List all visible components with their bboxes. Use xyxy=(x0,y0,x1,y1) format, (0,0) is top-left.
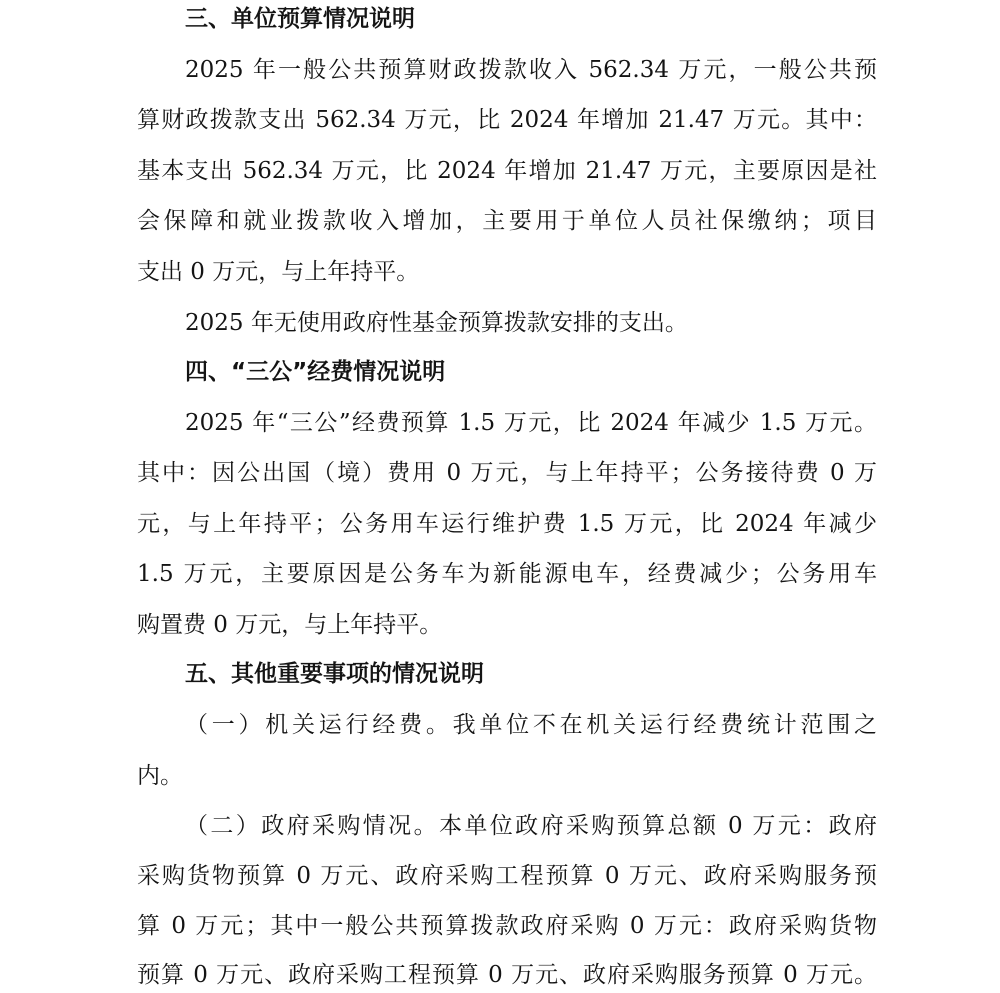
paragraph-line: （二）政府采购情况。本单位政府采购预算总额 0 万元：政府 xyxy=(185,813,877,839)
paragraph-line: 2025 年无使用政府性基金预算拨款安排的支出。 xyxy=(185,310,688,336)
paragraph-line: （一）机关运行经费。我单位不在机关运行经费统计范围之 xyxy=(185,712,877,738)
paragraph-line: 购置费 0 万元，与上年持平。 xyxy=(137,612,443,638)
paragraph-line: 预算 0 万元、政府采购工程预算 0 万元、政府采购服务预算 0 万元。 xyxy=(137,962,877,988)
paragraph-line: 采购货物预算 0 万元、政府采购工程预算 0 万元、政府采购服务预 xyxy=(137,863,877,889)
paragraph-line: 算 0 万元；其中一般公共预算拨款政府采购 0 万元：政府采购货物 xyxy=(137,913,877,939)
paragraph-line: 2025 年“三公”经费预算 1.5 万元，比 2024 年减少 1.5 万元。 xyxy=(185,410,877,436)
paragraph-line: 支出 0 万元，与上年持平。 xyxy=(137,259,420,285)
paragraph-line: 算财政拨款支出 562.34 万元，比 2024 年增加 21.47 万元。其中： xyxy=(137,107,877,133)
paragraph-line: 基本支出 562.34 万元，比 2024 年增加 21.47 万元，主要原因是社 xyxy=(137,158,877,184)
paragraph-line: 2025 年一般公共预算财政拨款收入 562.34 万元，一般公共预 xyxy=(185,57,877,83)
paragraph-line: 内。 xyxy=(137,763,183,789)
section-heading-5: 五、其他重要事项的情况说明 xyxy=(185,661,484,687)
section-heading-3: 三、单位预算情况说明 xyxy=(185,6,415,32)
paragraph-line: 元，与上年持平；公务用车运行维护费 1.5 万元，比 2024 年减少 xyxy=(137,511,877,537)
section-heading-4: 四、“三公”经费情况说明 xyxy=(185,359,446,385)
paragraph-line: 会保障和就业拨款收入增加，主要用于单位人员社保缴纳；项目 xyxy=(137,208,877,234)
paragraph-line: 其中：因公出国（境）费用 0 万元，与上年持平；公务接待费 0 万 xyxy=(137,460,877,486)
paragraph-line: 1.5 万元，主要原因是公务车为新能源电车，经费减少；公务用车 xyxy=(137,561,877,587)
